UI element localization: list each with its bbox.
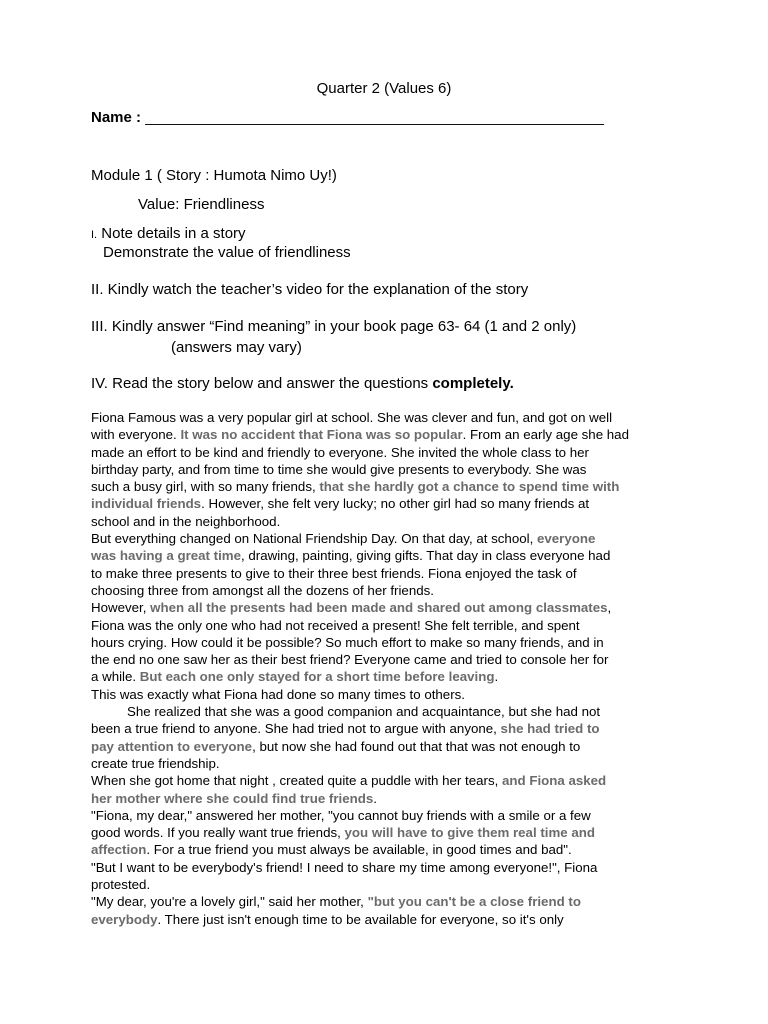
instruction-iv-text: IV. Read the story below and answer the questions bbox=[91, 375, 433, 392]
story-line: choosing three from amongst all the dozens of her friends. bbox=[91, 582, 434, 598]
story-highlight: was having a great time bbox=[91, 548, 242, 564]
story-highlight: But each one only stayed for a short time before leaving bbox=[139, 669, 495, 685]
story-line bbox=[91, 790, 691, 807]
story-line: birthday party, and from time to time she would give presents to everybody. She was bbox=[91, 461, 587, 477]
instruction-ii: II. Kindly watch the teacher’s video for the explanation of the story bbox=[91, 281, 529, 298]
story-highlight: It was no accident that Fiona was so popular bbox=[180, 427, 463, 443]
story-line bbox=[91, 530, 691, 547]
story-text-span: But everything changed on National Friendship Day. On that day, at school, bbox=[91, 531, 537, 547]
story-text-span: such a busy girl, with so many friends, bbox=[91, 479, 320, 495]
story-line bbox=[91, 547, 691, 564]
story-text-span: . For a true friend you must always be available, in good times and bad". bbox=[146, 842, 572, 858]
story-line: protested. bbox=[91, 877, 151, 893]
story-highlight: pay attention to everyone bbox=[91, 738, 253, 754]
story-text-span: with everyone. bbox=[91, 427, 181, 443]
story-text-span: . However, she felt very lucky; no other girl had so many friends at bbox=[201, 496, 590, 512]
story-line bbox=[91, 720, 691, 737]
story-text bbox=[91, 409, 691, 928]
instruction-iii-sub: (answers may vary) bbox=[171, 339, 302, 356]
story-highlight: "but you can't be a close friend to bbox=[367, 894, 581, 910]
story-highlight: individual friends bbox=[91, 496, 202, 512]
story-line: to make three presents to give to their three best friends. Fiona enjoyed the task of bbox=[91, 565, 577, 581]
instruction-i-text: Note details in a story bbox=[97, 225, 246, 242]
story-text-span: been a true friend to anyone. She had tried not to argue with anyone, bbox=[91, 721, 501, 737]
name-label: Name : bbox=[91, 109, 146, 126]
module-heading: Module 1 ( Story : Humota Nimo Uy!) bbox=[91, 167, 337, 184]
story-text-span: good words. If you really want true friends, bbox=[91, 825, 345, 841]
story-line bbox=[91, 893, 691, 910]
story-text-span: , but now she had found out that that was not enough to bbox=[252, 738, 581, 754]
story-line: made an effort to be kind and friendly to everyone. She invited the whole class to her bbox=[91, 444, 589, 460]
story-text-span: . bbox=[494, 669, 499, 685]
story-text-span: . bbox=[373, 790, 377, 806]
story-highlight: everyone bbox=[536, 531, 596, 547]
story-line: "But I want to be everybody's friend! I need to share my time among everyone!", Fiona bbox=[91, 859, 598, 875]
story-text-span: When she got home that night , created quite a puddle with her tears, bbox=[91, 773, 502, 789]
story-line: "Fiona, my dear," answered her mother, "you cannot buy friends with a smile or a few bbox=[91, 807, 591, 823]
instruction-iii: III. Kindly answer “Find meaning” in your book page 63- 64 (1 and 2 only) bbox=[91, 318, 577, 335]
story-highlight: everybody bbox=[91, 911, 158, 927]
story-line bbox=[91, 599, 691, 616]
story-line bbox=[91, 738, 691, 755]
name-line bbox=[91, 109, 604, 126]
story-text-span: a while. bbox=[91, 669, 140, 685]
story-text-span: "My dear, you're a lovely girl," said her mother, bbox=[91, 894, 368, 910]
story-text-span: However, bbox=[91, 600, 151, 616]
story-line: the end no one saw her as their best friend? Everyone came and tried to console her for bbox=[91, 652, 609, 668]
story-text-span: , bbox=[607, 600, 612, 616]
story-highlight: affection bbox=[91, 842, 147, 858]
story-line: create true friendship. bbox=[91, 755, 220, 771]
story-text-span: . From an early age she had bbox=[462, 427, 629, 443]
page-title: Quarter 2 (Values 6) bbox=[316, 80, 452, 97]
story-text-span: . There just isn't enough time to be available for everyone, so it's only bbox=[157, 911, 564, 927]
story-line: Fiona Famous was a very popular girl at school. She was clever and fun, and got on well bbox=[91, 410, 613, 425]
story-line: This was exactly what Fiona had done so many times to others. bbox=[91, 686, 465, 702]
story-line bbox=[91, 478, 691, 495]
story-line bbox=[91, 772, 691, 789]
story-line: She realized that she was a good companion and acquaintance, but she had not bbox=[127, 704, 601, 720]
story-line: hours crying. How could it be possible? So much effort to make so many friends, and in bbox=[91, 634, 604, 650]
instruction-iv-emphasis: completely. bbox=[432, 375, 514, 392]
story-highlight: that she hardly got a chance to spend time with bbox=[319, 479, 620, 495]
story-line bbox=[91, 495, 691, 512]
story-highlight: you will have to give them real time and bbox=[344, 825, 596, 841]
instruction-i bbox=[91, 225, 246, 242]
instruction-i-number: I. bbox=[91, 229, 98, 241]
story-line: school and in the neighborhood. bbox=[91, 513, 281, 529]
instruction-i-sub: Demonstrate the value of friendliness bbox=[103, 244, 351, 261]
story-line bbox=[91, 911, 691, 928]
story-highlight: and Fiona asked bbox=[501, 773, 607, 789]
story-line bbox=[91, 841, 691, 858]
story-highlight: her mother where she could find true friends bbox=[91, 790, 374, 806]
story-line bbox=[91, 426, 691, 443]
story-highlight: when all the presents had been made and shared out among classmates bbox=[150, 600, 608, 616]
story-text-span: , drawing, painting, giving gifts. That day in class everyone had bbox=[241, 548, 611, 564]
story-line: Fiona was the only one who had not received a present! She felt terrible, and spent bbox=[91, 617, 580, 633]
story-line bbox=[91, 824, 691, 841]
module-value: Value: Friendliness bbox=[138, 196, 265, 213]
story-highlight: she had tried to bbox=[500, 721, 600, 737]
instruction-iv bbox=[91, 375, 514, 392]
story-line bbox=[91, 668, 691, 685]
name-blank: _______________________________________________________ bbox=[145, 109, 605, 126]
